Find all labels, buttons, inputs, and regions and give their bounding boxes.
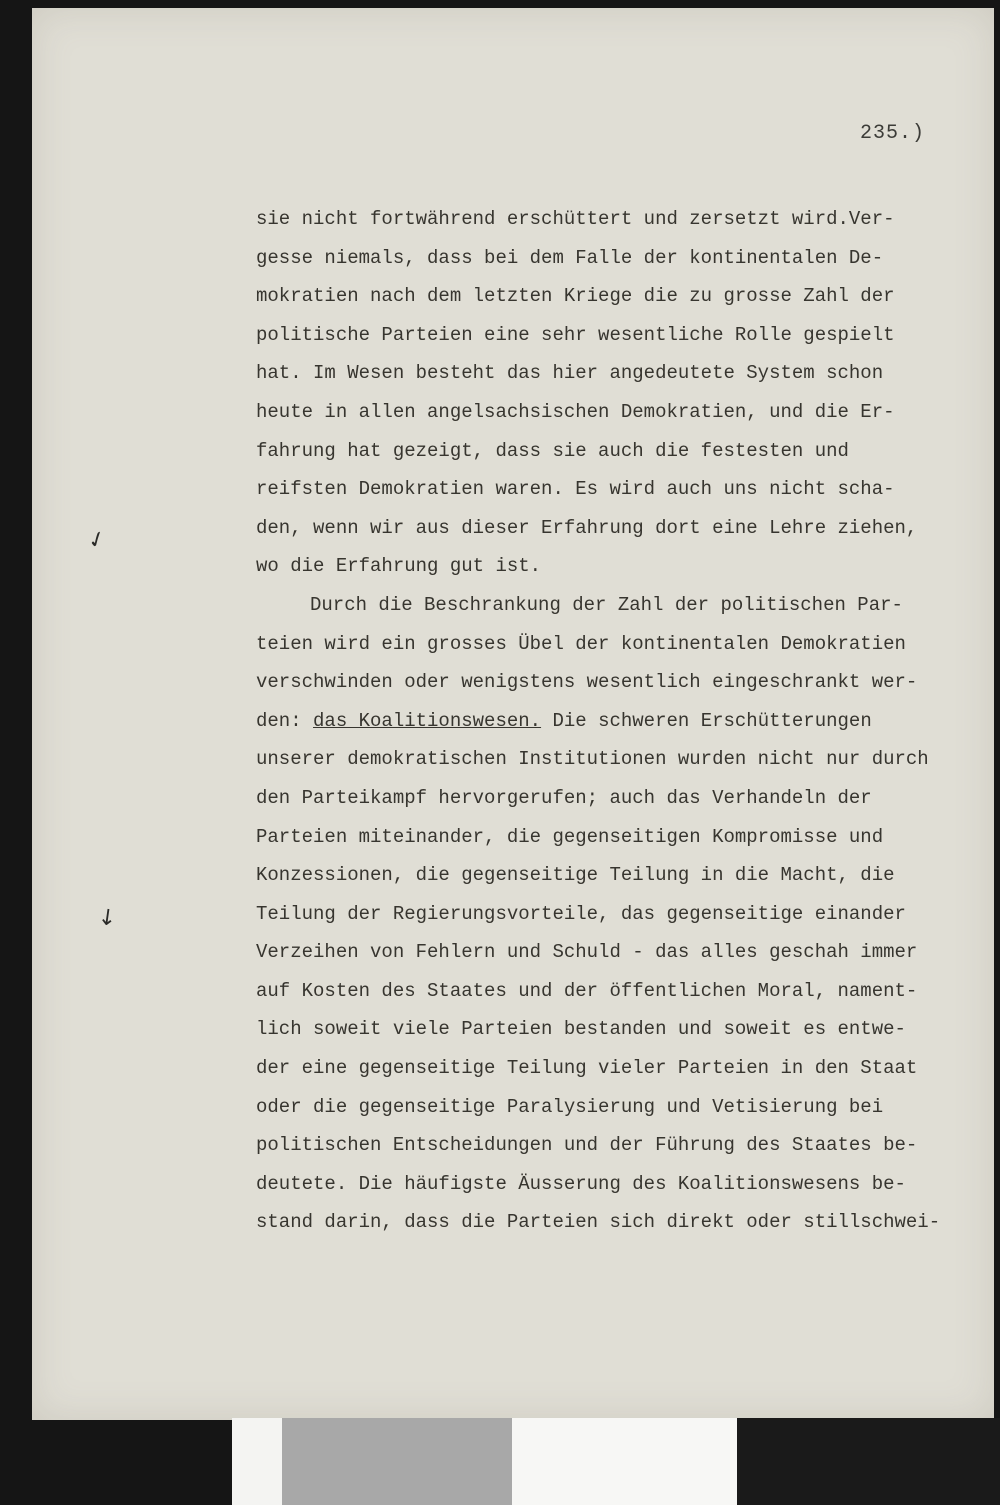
text-line-with-underline <box>256 702 976 741</box>
text-line: oder die gegenseitige Paralysierung und Vetisierung bei <box>256 1095 884 1118</box>
grey-card <box>282 1418 512 1505</box>
text-line: fahrung hat gezeigt, dass sie auch die festesten und <box>256 439 849 462</box>
text-line: gesse niemals, dass bei dem Falle der kontinentalen De- <box>256 246 884 269</box>
text-line: heute in allen angelsachsischen Demokratien, und die Er- <box>256 400 895 423</box>
text-line: wo die Erfahrung gut ist. <box>256 555 542 578</box>
text-line: Konzessionen, die gegenseitige Teilung in die Macht, die <box>256 864 895 887</box>
text-line: politische Parteien eine sehr wesentliche Rolle gespielt <box>256 323 895 346</box>
text-line: hat. Im Wesen besteht das hier angedeutete System schon <box>256 362 884 385</box>
body-text <box>256 200 976 1242</box>
text-segment: Die schweren Erschütterungen <box>541 709 872 732</box>
text-line: teien wird ein grosses Übel der kontinentalen Demokratien <box>256 632 906 655</box>
text-line: Teilung der Regierungsvorteile, das gegenseitige einander <box>256 902 906 925</box>
text-line: Parteien miteinander, die gegenseitigen Kompromisse und <box>256 825 884 848</box>
text-line: politischen Entscheidungen und der Führung des Staates be- <box>256 1134 918 1157</box>
text-line-paragraph-start: Durch die Beschrankung der Zahl der politischen Par- <box>310 593 903 616</box>
white-card <box>512 1418 737 1505</box>
text-line: den Parteikampf hervorgerufen; auch das Verhandeln der <box>256 786 872 809</box>
text-line: deutete. Die häufigste Äusserung des Koalitionswesens be- <box>256 1172 906 1195</box>
underlined-term: das Koalitionswesen. <box>313 709 542 732</box>
text-line: lich soweit viele Parteien bestanden und soweit es entwe- <box>256 1018 906 1041</box>
text-line: reifsten Demokratien waren. Es wird auch uns nicht scha- <box>256 478 895 501</box>
text-line: verschwinden oder wenigstens wesentlich eingeschrankt wer- <box>256 671 918 694</box>
text-segment: den: <box>256 709 314 732</box>
text-line: mokratien nach dem letzten Kriege die zu grosse Zahl der <box>256 285 895 308</box>
mount-strip <box>232 1418 282 1505</box>
margin-tick-mark: ↓ <box>96 904 119 933</box>
text-line: den, wenn wir aus dieser Erfahrung dort eine Lehre ziehen, <box>256 516 918 539</box>
text-line: unserer demokratischen Institutionen wurden nicht nur durch <box>256 748 929 771</box>
text-line: Verzeihen von Fehlern und Schuld - das alles geschah immer <box>256 941 918 964</box>
text-line: auf Kosten des Staates und der öffentlichen Moral, nament- <box>256 979 918 1002</box>
text-line: stand darin, dass die Parteien sich direkt oder stillschwei- <box>256 1211 941 1234</box>
text-line: der eine gegenseitige Teilung vieler Parteien in den Staat <box>256 1057 918 1080</box>
page-number: 235.) <box>860 122 926 145</box>
margin-tick-mark: ✓ <box>84 525 111 556</box>
dark-background <box>737 1418 1000 1505</box>
text-line: sie nicht fortwährend erschüttert und zersetzt wird.Ver- <box>256 208 895 230</box>
